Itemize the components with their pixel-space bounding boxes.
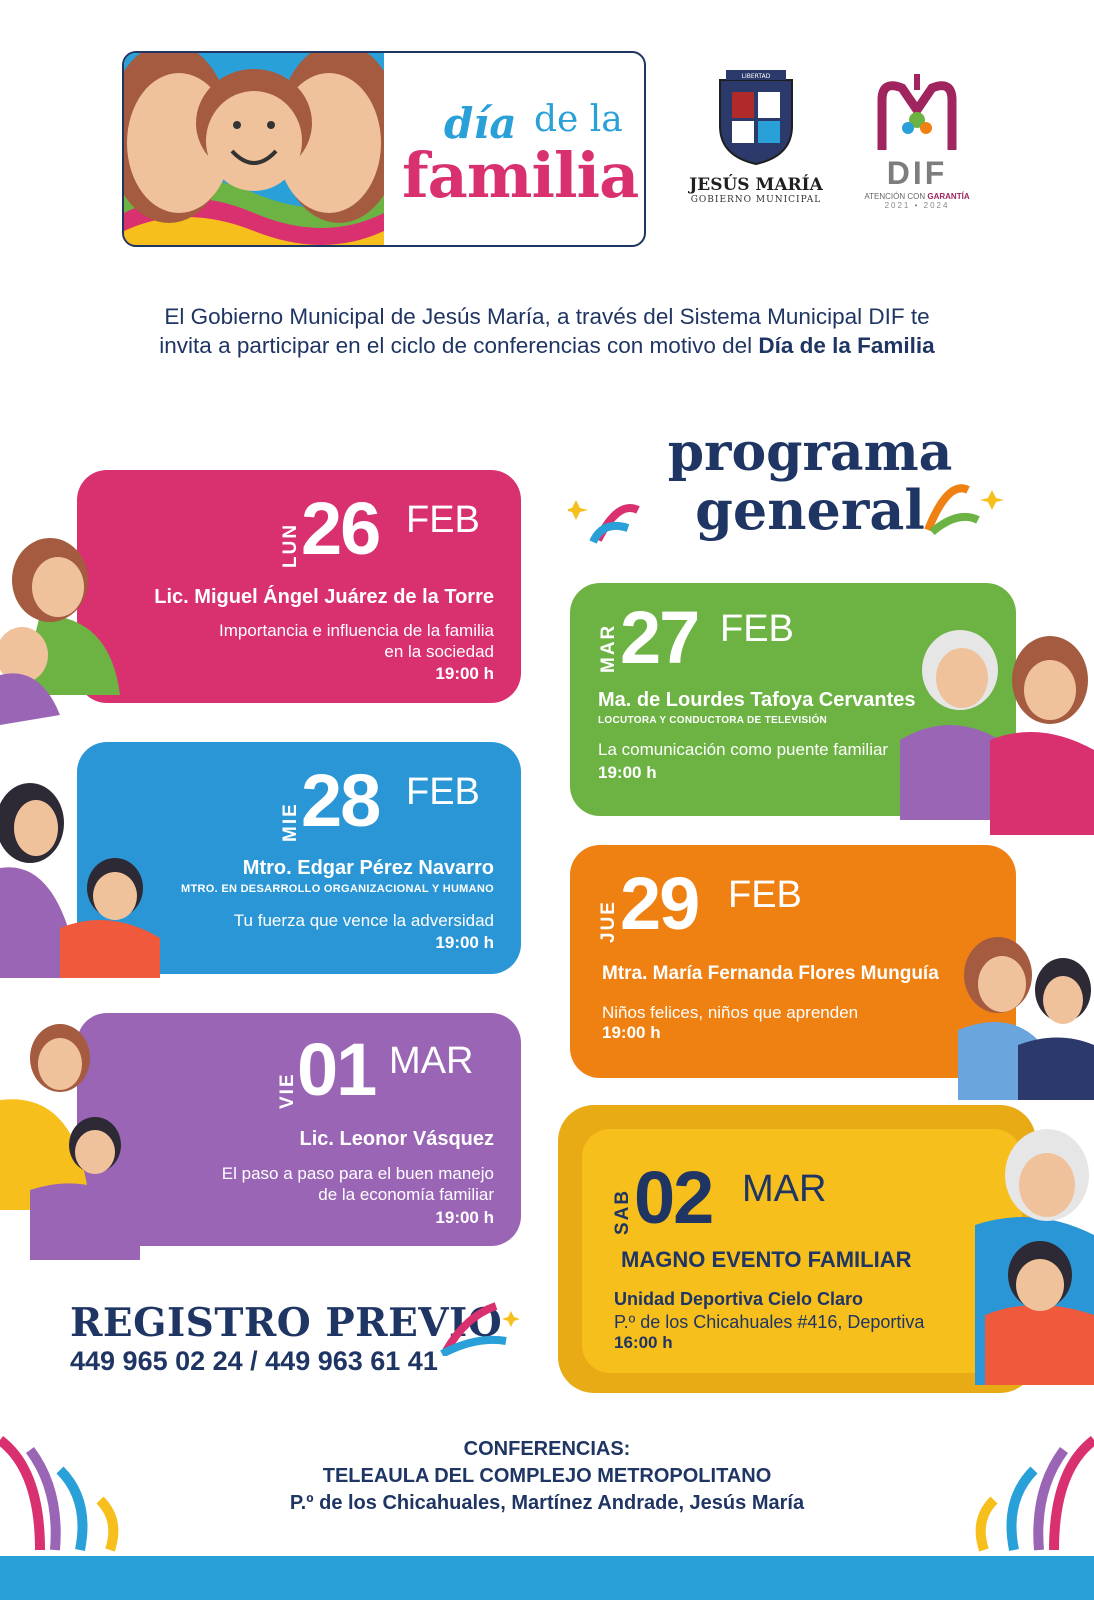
event-month: FEB: [406, 771, 480, 813]
event-venue: Unidad Deportiva Cielo Claro: [614, 1289, 864, 1309]
event-month: MAR: [389, 1040, 474, 1082]
footer-line2: TELEAULA DEL COMPLEJO METROPOLITANO: [322, 1465, 772, 1487]
logo-title-dia: día: [444, 99, 517, 148]
registration-phones[interactable]: 449 965 02 24 / 449 963 61 41: [70, 1346, 438, 1376]
event-day: 02: [634, 1156, 713, 1239]
dif-tagline: ATENCIÓN CON GARANTÍA: [864, 192, 970, 201]
footer-line1: CONFERENCIAS:: [463, 1438, 631, 1460]
event-day: 28: [301, 759, 380, 842]
event-dow: SAB: [612, 1188, 633, 1235]
mother-child-illustration-icon: [0, 525, 125, 735]
event-time: 19:00 h: [598, 763, 657, 782]
event-dow: JUE: [598, 900, 619, 943]
municipality-sub: GOBIERNO MUNICIPAL: [690, 195, 822, 205]
event-speaker: MAGNO EVENTO FAMILIAR: [621, 1247, 912, 1272]
program-title-line1: programa: [667, 422, 953, 483]
municipality-name: JESÚS MARÍA: [689, 175, 823, 195]
event-day: 01: [297, 1028, 376, 1111]
mother-daughter-illustration-icon: [0, 778, 180, 988]
event-address: P.º de los Chicahuales #416, Deportiva: [614, 1312, 925, 1332]
event-subtitle: MTRO. EN DESARROLLO ORGANIZACIONAL Y HUMANO: [181, 883, 494, 895]
confetti-bottom-right-icon: [944, 1430, 1094, 1560]
event-day: 26: [301, 487, 380, 570]
event-topic: Niños felices, niños que aprenden: [602, 1003, 859, 1022]
event-time: 19:00 h: [602, 1023, 661, 1042]
event-dow: MIE: [280, 802, 301, 842]
dif-logo: [852, 70, 982, 210]
event-dow: MAR: [598, 623, 619, 673]
event-topic: Tu fuerza que vence la adversidad: [233, 911, 494, 930]
footer-line3: P.º de los Chicahuales, Martínez Andrade, Jesús María: [289, 1492, 805, 1514]
event-month: MAR: [742, 1168, 827, 1210]
logo-title-dela: de la: [534, 99, 623, 140]
event-month: FEB: [406, 499, 480, 541]
coat-of-arms-icon: [714, 66, 798, 166]
footer-venue: [230, 1436, 864, 1517]
confetti-registration-icon: [436, 1296, 526, 1356]
event-dow: LUN: [280, 522, 301, 568]
event-month: FEB: [728, 874, 802, 916]
event-month: FEB: [720, 608, 794, 650]
dif-name: DIF: [886, 155, 948, 191]
grandmother-mother-illustration-icon: [890, 620, 1094, 850]
event-topic: La comunicación como puente familiar: [598, 740, 889, 759]
confetti-right-icon: [918, 470, 1008, 540]
event-time: 16:00 h: [614, 1333, 673, 1352]
event-time: 19:00 h: [435, 933, 494, 952]
event-speaker: Mtro. Edgar Pérez Navarro: [242, 857, 494, 879]
bottom-color-band: [0, 1556, 1094, 1600]
dif-emblem-icon: [872, 70, 962, 154]
event-speaker: Lic. Miguel Ángel Juárez de la Torre: [154, 586, 494, 608]
event-card-jue-29: [570, 845, 1016, 1078]
intro-text: El Gobierno Municipal de Jesús María, a través del Sistema Municipal DIF te invita a participar en el ciclo de conferencias con motivo del: [159, 304, 930, 358]
event-topic: Importancia e influencia de la familia en la sociedad: [219, 621, 494, 661]
intro-emphasis: Día de la Familia: [758, 333, 935, 358]
logo-title-familia: familia: [402, 139, 639, 212]
motto-text: LIBERTAD: [741, 73, 771, 80]
dia-de-la-familia-logo: [122, 51, 646, 247]
event-day: 29: [620, 862, 699, 945]
event-time: 19:00 h: [435, 1208, 494, 1227]
family-illustration-icon: [124, 53, 384, 245]
event-speaker: Ma. de Lourdes Tafoya Cervantes: [598, 689, 916, 711]
event-time: 19:00 h: [435, 664, 494, 683]
jesus-maria-logo: [686, 66, 826, 206]
mother-daughter2-illustration-icon: [958, 930, 1094, 1100]
event-speaker: Mtra. María Fernanda Flores Munguía: [602, 963, 939, 984]
grandfather-grandchild-illustration-icon: [955, 1125, 1094, 1385]
confetti-bottom-left-icon: [0, 1430, 150, 1560]
event-card-lun-26: [77, 470, 521, 703]
father-son-illustration-icon: [0, 1020, 155, 1260]
event-dow: VIE: [277, 1072, 298, 1109]
program-title-line2: general: [695, 478, 925, 542]
event-subtitle: LOCUTORA Y CONDUCTORA DE TELEVISIÓN: [598, 715, 828, 726]
event-topic: El paso a paso para el buen manejo de la economía familiar: [221, 1164, 494, 1204]
dif-years: 2021 • 2024: [884, 201, 950, 210]
event-speaker: Lic. Leonor Vásquez: [299, 1128, 494, 1150]
event-day: 27: [620, 596, 699, 679]
registration-title: REGISTRO PREVIO: [70, 1300, 503, 1346]
confetti-left-icon: [568, 480, 648, 550]
intro-paragraph: [150, 302, 944, 360]
